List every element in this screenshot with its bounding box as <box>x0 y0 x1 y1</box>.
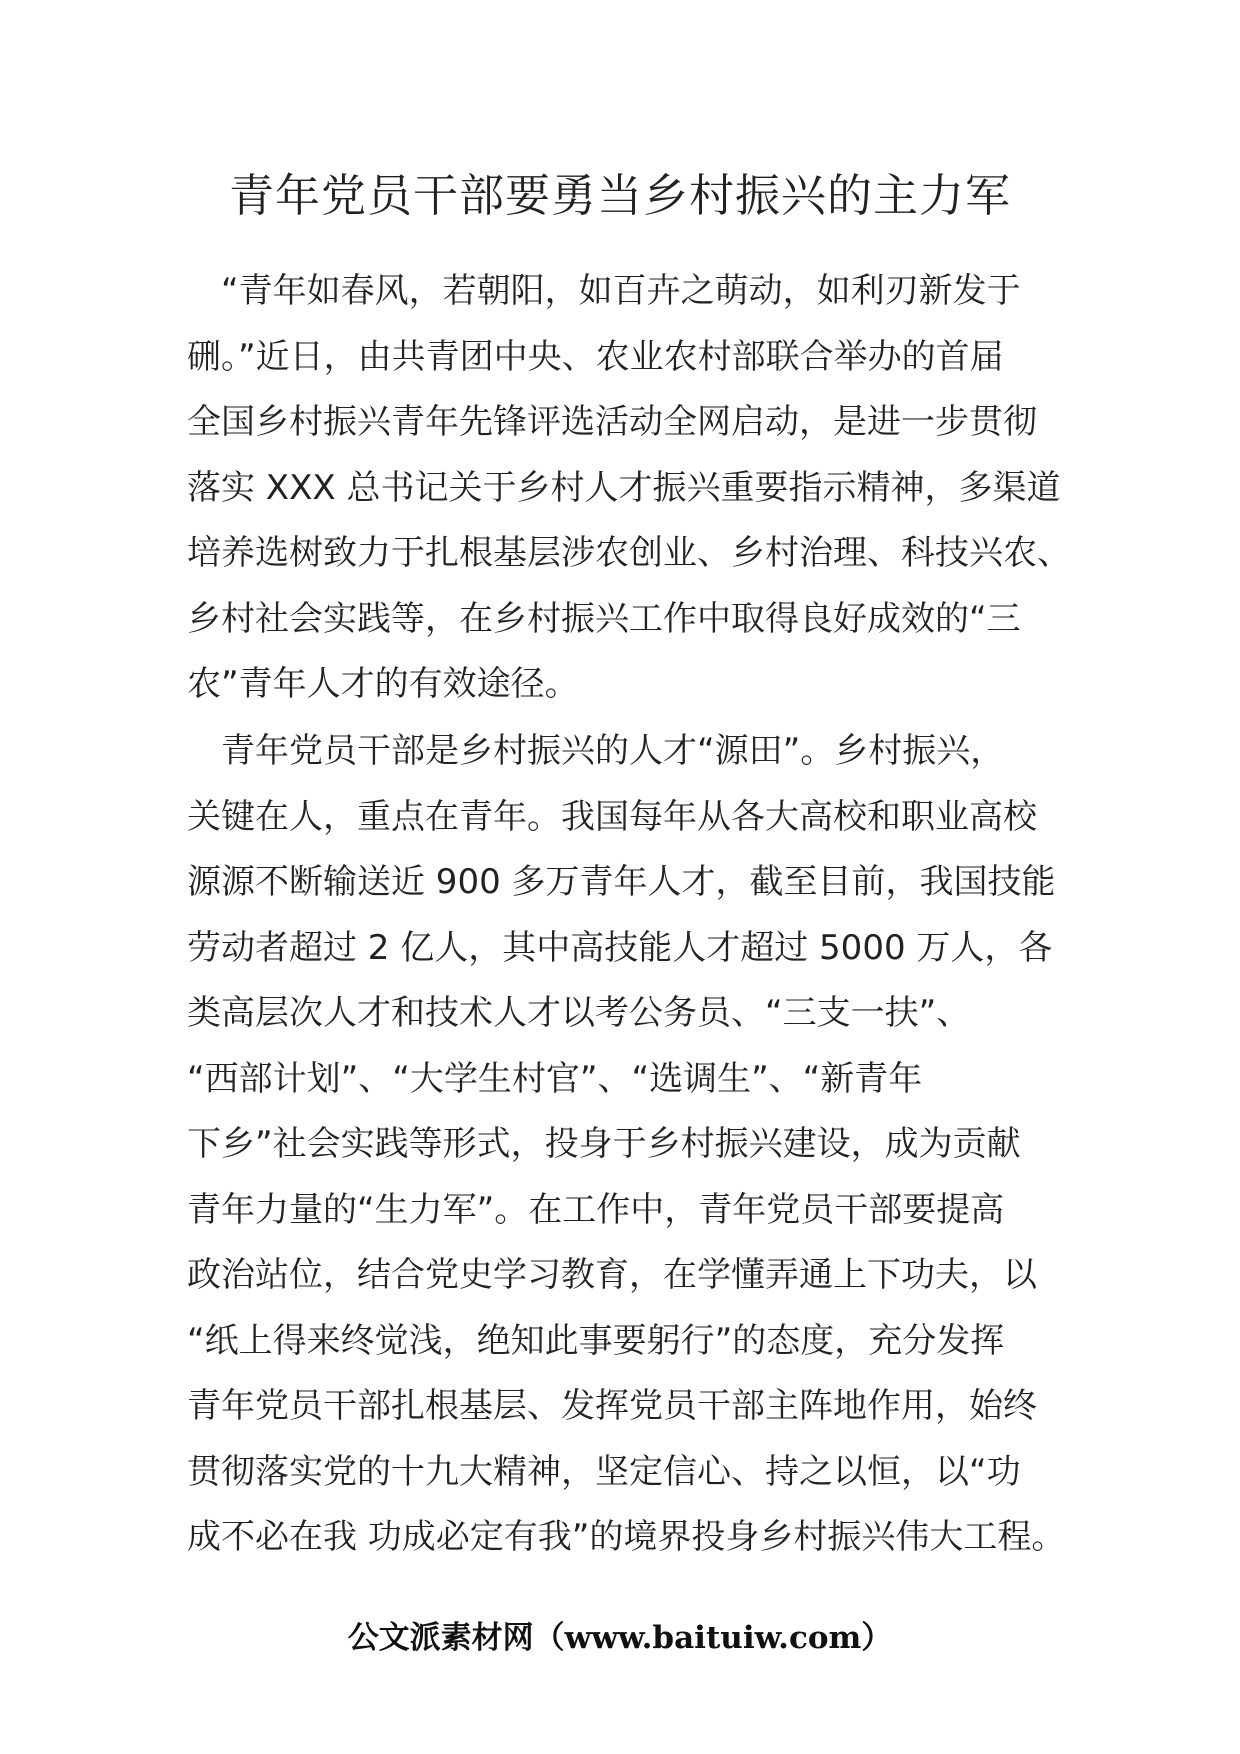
paragraph-line: 全国乡村振兴青年先锋评选活动全网启动，是进一步贯彻 <box>187 402 1037 442</box>
paragraph-line: 青年党员干部扎根基层、发挥党员干部主阵地作用，始终 <box>187 1386 1037 1426</box>
paragraph-line: 政治站位，结合党史学习教育，在学懂弄通上下功夫，以 <box>187 1255 1037 1295</box>
paragraph-line: 落实 XXX 总书记关于乡村人才振兴重要指示精神，多渠道 <box>187 467 1061 508</box>
paragraph-line: 关键在人，重点在青年。我国每年从各大高校和职业高校 <box>187 796 1037 837</box>
paragraph-line: 青年党员干部是乡村振兴的人才“源田”。乡村振兴， <box>187 731 1005 771</box>
paragraph-line: 硎。”近日，由共青团中央、农业农村部联合举办的首届 <box>187 336 1004 377</box>
paragraph-line: 培养选树致力于扎根基层涉农创业、乡村治理、科技兴农、 <box>187 533 1071 573</box>
paragraph-line: 下乡”社会实践等形式，投身于乡村振兴建设，成为贡献 <box>187 1124 1021 1164</box>
paragraph-line: 乡村社会实践等，在乡村振兴工作中取得良好成效的“三 <box>187 598 1021 639</box>
paragraph-line: “西部计划”、“大学生村官”、“选调生”、“新青年 <box>187 1058 923 1099</box>
paragraph-line: 农”青年人才的有效途径。 <box>187 664 579 704</box>
paragraph-line: 类高层次人才和技术人才以考公务员、“三支一扶”、 <box>187 993 971 1033</box>
paragraph-2 <box>187 719 1066 1571</box>
paragraph-line: 成不必在我 功成必定有我”的境界投身乡村振兴伟大工程。 <box>187 1517 1066 1557</box>
paragraph-line: “纸上得来终觉浅，绝知此事要躬行”的态度，充分发挥 <box>187 1320 1005 1361</box>
paragraph-1 <box>187 259 1071 718</box>
paragraph-line: 青年力量的“生力军”。在工作中，青年党员干部要提高 <box>187 1189 1005 1230</box>
paragraph-line: 劳动者超过 2 亿人，其中高技能人才超过 5000 万人，各 <box>187 927 1053 968</box>
paragraph-line: 源源不断输送近 900 多万青年人才，截至目前，我国技能 <box>187 862 1056 902</box>
footer-watermark: 公文派素材网（www.baituiw.com） <box>347 1620 893 1656</box>
paragraph-line: “青年如春风，若朝阳，如百卉之萌动，如利刃新发于 <box>187 271 1021 311</box>
document-title: 青年党员干部要勇当乡村振兴的主力军 <box>228 169 1011 222</box>
paragraph-line: 贯彻落实党的十九大精神，坚定信心、持之以恒，以“功 <box>187 1451 1021 1492</box>
